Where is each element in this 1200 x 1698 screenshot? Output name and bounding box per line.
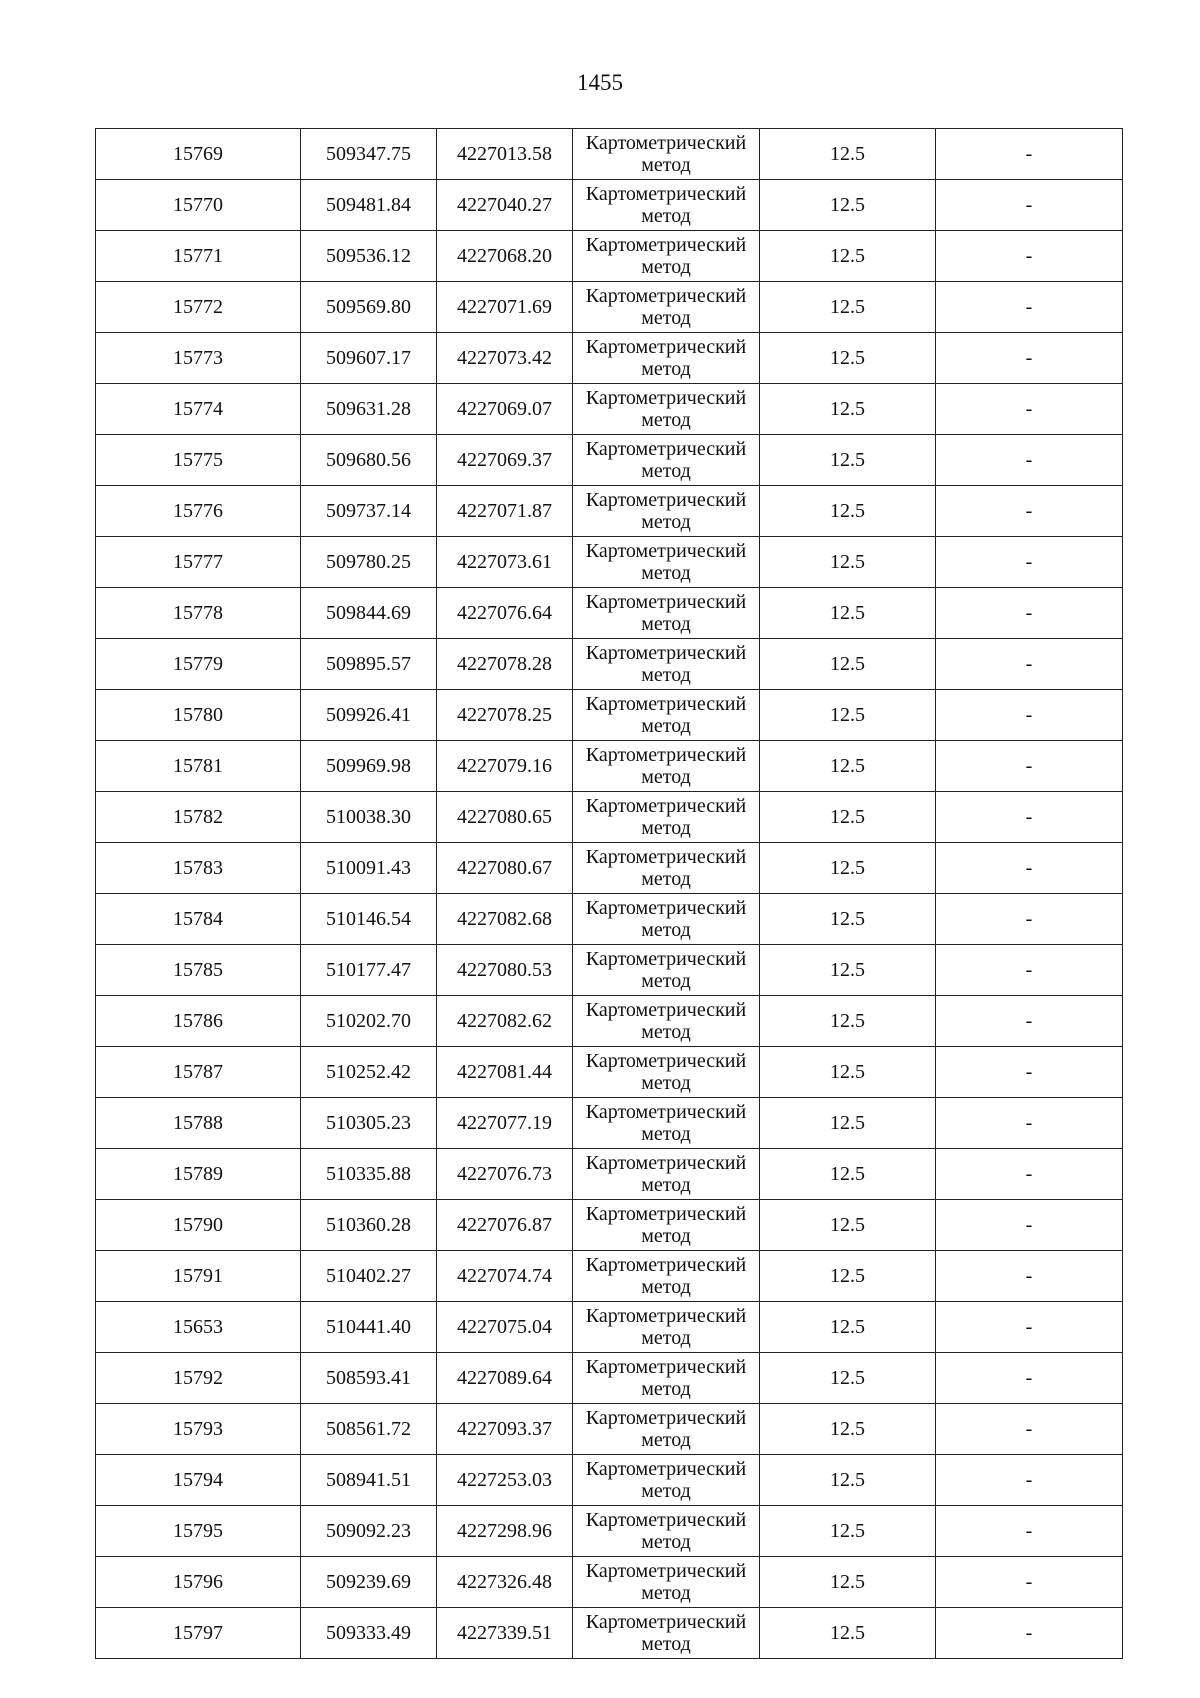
- note-cell: -: [936, 180, 1123, 231]
- note-cell: -: [936, 894, 1123, 945]
- x-coordinate-cell: 510252.42: [301, 1047, 437, 1098]
- x-coordinate-cell: 508593.41: [301, 1353, 437, 1404]
- accuracy-cell: 12.5: [760, 1200, 936, 1251]
- table-row: [96, 792, 1123, 843]
- method-line-2: метод: [641, 715, 691, 737]
- method-cell: [573, 1353, 760, 1404]
- x-coordinate-cell: 508941.51: [301, 1455, 437, 1506]
- method-line-1: Картометрический: [585, 1305, 747, 1327]
- table-row: [96, 435, 1123, 486]
- method-line-1: Картометрический: [585, 336, 747, 358]
- table-row: [96, 690, 1123, 741]
- x-coordinate-cell: 510360.28: [301, 1200, 437, 1251]
- method-line-2: метод: [641, 1378, 691, 1400]
- table-row: [96, 486, 1123, 537]
- point-number-cell: 15790: [96, 1200, 301, 1251]
- method-cell: [573, 843, 760, 894]
- note-cell: -: [936, 1404, 1123, 1455]
- method-line-2: метод: [641, 154, 691, 176]
- table-row: [96, 1608, 1123, 1659]
- x-coordinate-cell: 509607.17: [301, 333, 437, 384]
- note-cell: -: [936, 843, 1123, 894]
- method-cell: [573, 231, 760, 282]
- method-cell: [573, 1608, 760, 1659]
- accuracy-cell: 12.5: [760, 1149, 936, 1200]
- point-number-cell: 15773: [96, 333, 301, 384]
- point-number-cell: 15783: [96, 843, 301, 894]
- method-cell: [573, 282, 760, 333]
- point-number-cell: 15775: [96, 435, 301, 486]
- y-coordinate-cell: 4227082.68: [437, 894, 573, 945]
- method-cell: [573, 1302, 760, 1353]
- x-coordinate-cell: 510091.43: [301, 843, 437, 894]
- method-cell: [573, 690, 760, 741]
- y-coordinate-cell: 4227069.37: [437, 435, 573, 486]
- x-coordinate-cell: 510402.27: [301, 1251, 437, 1302]
- point-number-cell: 15793: [96, 1404, 301, 1455]
- table-row: [96, 1557, 1123, 1608]
- y-coordinate-cell: 4227080.65: [437, 792, 573, 843]
- accuracy-cell: 12.5: [760, 1455, 936, 1506]
- method-line-1: Картометрический: [585, 591, 747, 613]
- y-coordinate-cell: 4227079.16: [437, 741, 573, 792]
- method-line-2: метод: [641, 1276, 691, 1298]
- table-row: [96, 1506, 1123, 1557]
- point-number-cell: 15653: [96, 1302, 301, 1353]
- note-cell: -: [936, 792, 1123, 843]
- method-line-2: метод: [641, 1072, 691, 1094]
- method-cell: [573, 1455, 760, 1506]
- accuracy-cell: 12.5: [760, 1098, 936, 1149]
- point-number-cell: 15794: [96, 1455, 301, 1506]
- point-number-cell: 15774: [96, 384, 301, 435]
- y-coordinate-cell: 4227339.51: [437, 1608, 573, 1659]
- point-number-cell: 15776: [96, 486, 301, 537]
- table-row: [96, 945, 1123, 996]
- table-row: [96, 741, 1123, 792]
- method-line-2: метод: [641, 919, 691, 941]
- method-line-1: Картометрический: [585, 744, 747, 766]
- method-line-1: Картометрический: [585, 1560, 747, 1582]
- x-coordinate-cell: 510177.47: [301, 945, 437, 996]
- method-line-2: метод: [641, 1429, 691, 1451]
- accuracy-cell: 12.5: [760, 588, 936, 639]
- accuracy-cell: 12.5: [760, 792, 936, 843]
- point-number-cell: 15792: [96, 1353, 301, 1404]
- x-coordinate-cell: 510441.40: [301, 1302, 437, 1353]
- method-line-2: метод: [641, 562, 691, 584]
- x-coordinate-cell: 509536.12: [301, 231, 437, 282]
- method-line-1: Картометрический: [585, 285, 747, 307]
- x-coordinate-cell: 510038.30: [301, 792, 437, 843]
- y-coordinate-cell: 4227073.42: [437, 333, 573, 384]
- note-cell: -: [936, 129, 1123, 180]
- method-line-1: Картометрический: [585, 897, 747, 919]
- method-line-1: Картометрический: [585, 1050, 747, 1072]
- method-line-2: метод: [641, 358, 691, 380]
- method-cell: [573, 1506, 760, 1557]
- method-cell: [573, 945, 760, 996]
- method-line-2: метод: [641, 307, 691, 329]
- note-cell: -: [936, 639, 1123, 690]
- table-row: [96, 1404, 1123, 1455]
- table-row: [96, 1302, 1123, 1353]
- y-coordinate-cell: 4227068.20: [437, 231, 573, 282]
- method-cell: [573, 741, 760, 792]
- accuracy-cell: 12.5: [760, 1506, 936, 1557]
- accuracy-cell: 12.5: [760, 180, 936, 231]
- method-line-1: Картометрический: [585, 1407, 747, 1429]
- y-coordinate-cell: 4227076.64: [437, 588, 573, 639]
- x-coordinate-cell: 510146.54: [301, 894, 437, 945]
- method-cell: [573, 894, 760, 945]
- x-coordinate-cell: 509926.41: [301, 690, 437, 741]
- method-line-1: Картометрический: [585, 132, 747, 154]
- x-coordinate-cell: 509239.69: [301, 1557, 437, 1608]
- method-line-2: метод: [641, 1480, 691, 1502]
- method-line-2: метод: [641, 1174, 691, 1196]
- table-row: [96, 231, 1123, 282]
- x-coordinate-cell: 509481.84: [301, 180, 437, 231]
- method-cell: [573, 996, 760, 1047]
- accuracy-cell: 12.5: [760, 384, 936, 435]
- note-cell: -: [936, 1149, 1123, 1200]
- note-cell: -: [936, 588, 1123, 639]
- note-cell: -: [936, 1302, 1123, 1353]
- y-coordinate-cell: 4227075.04: [437, 1302, 573, 1353]
- method-line-2: метод: [641, 766, 691, 788]
- accuracy-cell: 12.5: [760, 537, 936, 588]
- method-line-2: метод: [641, 205, 691, 227]
- method-cell: [573, 792, 760, 843]
- method-line-2: метод: [641, 868, 691, 890]
- y-coordinate-cell: 4227071.87: [437, 486, 573, 537]
- method-line-1: Картометрический: [585, 1611, 747, 1633]
- method-line-1: Картометрический: [585, 693, 747, 715]
- note-cell: -: [936, 1047, 1123, 1098]
- method-line-2: метод: [641, 1531, 691, 1553]
- method-line-1: Картометрический: [585, 234, 747, 256]
- point-number-cell: 15782: [96, 792, 301, 843]
- method-cell: [573, 537, 760, 588]
- point-number-cell: 15797: [96, 1608, 301, 1659]
- method-line-1: Картометрический: [585, 438, 747, 460]
- method-line-1: Картометрический: [585, 1152, 747, 1174]
- accuracy-cell: 12.5: [760, 1608, 936, 1659]
- method-cell: [573, 1557, 760, 1608]
- y-coordinate-cell: 4227080.67: [437, 843, 573, 894]
- table-row: [96, 537, 1123, 588]
- y-coordinate-cell: 4227078.25: [437, 690, 573, 741]
- method-cell: [573, 384, 760, 435]
- method-line-2: метод: [641, 1582, 691, 1604]
- y-coordinate-cell: 4227069.07: [437, 384, 573, 435]
- accuracy-cell: 12.5: [760, 486, 936, 537]
- point-number-cell: 15780: [96, 690, 301, 741]
- table-row: [96, 588, 1123, 639]
- point-number-cell: 15772: [96, 282, 301, 333]
- table-row: [96, 333, 1123, 384]
- accuracy-cell: 12.5: [760, 741, 936, 792]
- table-row: [96, 894, 1123, 945]
- accuracy-cell: 12.5: [760, 894, 936, 945]
- method-line-2: метод: [641, 1633, 691, 1655]
- note-cell: -: [936, 1506, 1123, 1557]
- x-coordinate-cell: 509631.28: [301, 384, 437, 435]
- y-coordinate-cell: 4227081.44: [437, 1047, 573, 1098]
- accuracy-cell: 12.5: [760, 1557, 936, 1608]
- method-line-2: метод: [641, 970, 691, 992]
- point-number-cell: 15777: [96, 537, 301, 588]
- method-line-2: метод: [641, 1225, 691, 1247]
- method-line-2: метод: [641, 511, 691, 533]
- x-coordinate-cell: 509737.14: [301, 486, 437, 537]
- method-line-2: метод: [641, 1123, 691, 1145]
- x-coordinate-cell: 509347.75: [301, 129, 437, 180]
- x-coordinate-cell: 509680.56: [301, 435, 437, 486]
- method-line-2: метод: [641, 1327, 691, 1349]
- method-cell: [573, 435, 760, 486]
- accuracy-cell: 12.5: [760, 1404, 936, 1455]
- x-coordinate-cell: 509780.25: [301, 537, 437, 588]
- accuracy-cell: 12.5: [760, 843, 936, 894]
- point-number-cell: 15796: [96, 1557, 301, 1608]
- table-row: [96, 180, 1123, 231]
- note-cell: -: [936, 384, 1123, 435]
- method-line-2: метод: [641, 1021, 691, 1043]
- table-row: [96, 282, 1123, 333]
- point-number-cell: 15771: [96, 231, 301, 282]
- method-line-1: Картометрический: [585, 489, 747, 511]
- method-cell: [573, 1404, 760, 1455]
- method-cell: [573, 180, 760, 231]
- method-line-2: метод: [641, 256, 691, 278]
- table-row: [96, 1455, 1123, 1506]
- method-line-1: Картометрический: [585, 846, 747, 868]
- point-number-cell: 15784: [96, 894, 301, 945]
- y-coordinate-cell: 4227077.19: [437, 1098, 573, 1149]
- note-cell: -: [936, 1251, 1123, 1302]
- y-coordinate-cell: 4227013.58: [437, 129, 573, 180]
- method-cell: [573, 486, 760, 537]
- method-line-1: Картометрический: [585, 387, 747, 409]
- y-coordinate-cell: 4227076.87: [437, 1200, 573, 1251]
- y-coordinate-cell: 4227093.37: [437, 1404, 573, 1455]
- y-coordinate-cell: 4227071.69: [437, 282, 573, 333]
- method-line-2: метод: [641, 613, 691, 635]
- y-coordinate-cell: 4227082.62: [437, 996, 573, 1047]
- method-cell: [573, 1098, 760, 1149]
- y-coordinate-cell: 4227076.73: [437, 1149, 573, 1200]
- point-number-cell: 15789: [96, 1149, 301, 1200]
- method-line-1: Картометрический: [585, 1101, 747, 1123]
- method-line-1: Картометрический: [585, 795, 747, 817]
- x-coordinate-cell: 509333.49: [301, 1608, 437, 1659]
- note-cell: -: [936, 1353, 1123, 1404]
- table-row: [96, 1149, 1123, 1200]
- method-cell: [573, 1200, 760, 1251]
- note-cell: -: [936, 1455, 1123, 1506]
- method-line-2: метод: [641, 817, 691, 839]
- point-number-cell: 15788: [96, 1098, 301, 1149]
- method-line-1: Картометрический: [585, 540, 747, 562]
- x-coordinate-cell: 509092.23: [301, 1506, 437, 1557]
- note-cell: -: [936, 333, 1123, 384]
- table-row: [96, 1251, 1123, 1302]
- accuracy-cell: 12.5: [760, 1353, 936, 1404]
- accuracy-cell: 12.5: [760, 333, 936, 384]
- point-number-cell: 15778: [96, 588, 301, 639]
- x-coordinate-cell: 509895.57: [301, 639, 437, 690]
- y-coordinate-cell: 4227298.96: [437, 1506, 573, 1557]
- method-cell: [573, 333, 760, 384]
- y-coordinate-cell: 4227326.48: [437, 1557, 573, 1608]
- method-line-2: метод: [641, 409, 691, 431]
- point-number-cell: 15779: [96, 639, 301, 690]
- method-line-1: Картометрический: [585, 183, 747, 205]
- note-cell: -: [936, 1557, 1123, 1608]
- method-cell: [573, 1149, 760, 1200]
- accuracy-cell: 12.5: [760, 231, 936, 282]
- y-coordinate-cell: 4227073.61: [437, 537, 573, 588]
- accuracy-cell: 12.5: [760, 945, 936, 996]
- note-cell: -: [936, 741, 1123, 792]
- point-number-cell: 15781: [96, 741, 301, 792]
- method-line-2: метод: [641, 460, 691, 482]
- coordinates-table-body: [96, 129, 1123, 1659]
- method-cell: [573, 639, 760, 690]
- accuracy-cell: 12.5: [760, 282, 936, 333]
- method-cell: [573, 129, 760, 180]
- accuracy-cell: 12.5: [760, 129, 936, 180]
- point-number-cell: 15791: [96, 1251, 301, 1302]
- point-number-cell: 15795: [96, 1506, 301, 1557]
- x-coordinate-cell: 508561.72: [301, 1404, 437, 1455]
- note-cell: -: [936, 1200, 1123, 1251]
- x-coordinate-cell: 510335.88: [301, 1149, 437, 1200]
- note-cell: -: [936, 945, 1123, 996]
- method-line-2: метод: [641, 664, 691, 686]
- note-cell: -: [936, 690, 1123, 741]
- table-row: [96, 843, 1123, 894]
- y-coordinate-cell: 4227089.64: [437, 1353, 573, 1404]
- table-row: [96, 384, 1123, 435]
- method-cell: [573, 1047, 760, 1098]
- method-line-1: Картометрический: [585, 1203, 747, 1225]
- point-number-cell: 15785: [96, 945, 301, 996]
- accuracy-cell: 12.5: [760, 690, 936, 741]
- accuracy-cell: 12.5: [760, 639, 936, 690]
- page-number: 1455: [577, 70, 623, 95]
- note-cell: -: [936, 1098, 1123, 1149]
- table-row: [96, 1353, 1123, 1404]
- coordinates-table: [95, 128, 1123, 1659]
- accuracy-cell: 12.5: [760, 1302, 936, 1353]
- table-row: [96, 129, 1123, 180]
- method-line-1: Картометрический: [585, 948, 747, 970]
- note-cell: -: [936, 486, 1123, 537]
- accuracy-cell: 12.5: [760, 1251, 936, 1302]
- note-cell: -: [936, 231, 1123, 282]
- table-row: [96, 639, 1123, 690]
- method-line-1: Картометрический: [585, 1356, 747, 1378]
- method-line-1: Картометрический: [585, 1458, 747, 1480]
- x-coordinate-cell: 509844.69: [301, 588, 437, 639]
- x-coordinate-cell: 509569.80: [301, 282, 437, 333]
- table-row: [96, 996, 1123, 1047]
- method-line-1: Картометрический: [585, 999, 747, 1021]
- point-number-cell: 15769: [96, 129, 301, 180]
- method-line-1: Картометрический: [585, 642, 747, 664]
- table-row: [96, 1098, 1123, 1149]
- accuracy-cell: 12.5: [760, 435, 936, 486]
- x-coordinate-cell: 510202.70: [301, 996, 437, 1047]
- note-cell: -: [936, 435, 1123, 486]
- y-coordinate-cell: 4227074.74: [437, 1251, 573, 1302]
- point-number-cell: 15770: [96, 180, 301, 231]
- y-coordinate-cell: 4227080.53: [437, 945, 573, 996]
- x-coordinate-cell: 510305.23: [301, 1098, 437, 1149]
- point-number-cell: 15786: [96, 996, 301, 1047]
- point-number-cell: 15787: [96, 1047, 301, 1098]
- y-coordinate-cell: 4227040.27: [437, 180, 573, 231]
- x-coordinate-cell: 509969.98: [301, 741, 437, 792]
- method-line-1: Картометрический: [585, 1254, 747, 1276]
- method-cell: [573, 1251, 760, 1302]
- method-line-1: Картометрический: [585, 1509, 747, 1531]
- table-row: [96, 1047, 1123, 1098]
- y-coordinate-cell: 4227078.28: [437, 639, 573, 690]
- table-row: [96, 1200, 1123, 1251]
- note-cell: -: [936, 537, 1123, 588]
- method-cell: [573, 588, 760, 639]
- accuracy-cell: 12.5: [760, 996, 936, 1047]
- y-coordinate-cell: 4227253.03: [437, 1455, 573, 1506]
- accuracy-cell: 12.5: [760, 1047, 936, 1098]
- note-cell: -: [936, 282, 1123, 333]
- note-cell: -: [936, 996, 1123, 1047]
- note-cell: -: [936, 1608, 1123, 1659]
